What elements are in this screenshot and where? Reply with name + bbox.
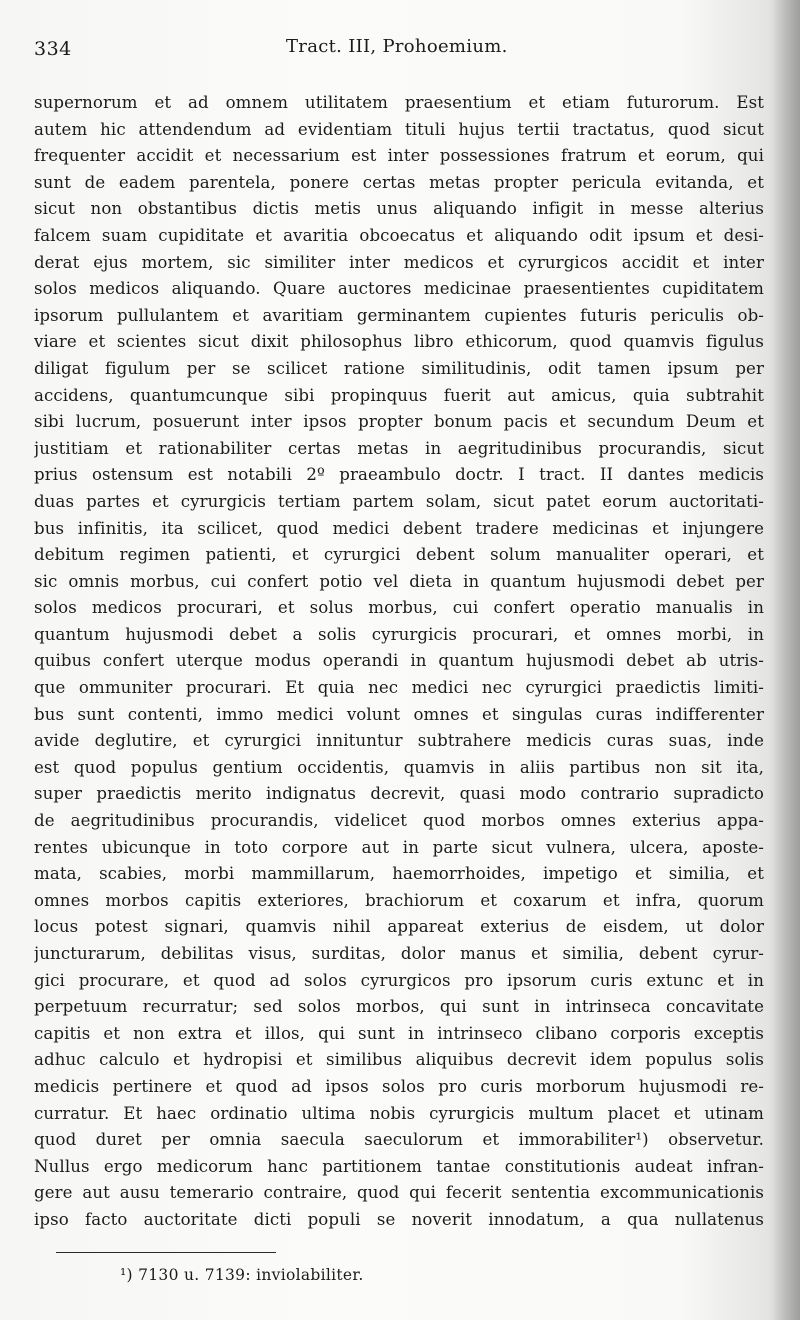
text-line: bus sunt contenti, immo medici volunt omnes et singulas curas indifferenter: [34, 704, 764, 724]
text-line: adhuc calculo et hydropisi et similibus aliquibus decrevit idem populus solis: [34, 1050, 764, 1070]
text-line: duas partes et cyrurgicis tertiam partem solam, sicut patet eorum auctoritati-: [34, 491, 764, 511]
text-line: locus potest signari, quamvis nihil appareat exterius de eisdem, ut dolor: [34, 917, 764, 937]
text-line: solos medicos aliquando. Quare auctores medicinae praesentientes cupiditatem: [34, 279, 764, 299]
footnote-divider: [56, 1252, 276, 1253]
text-line: diligat figulum per se scilicet ratione similitudinis, odit tamen ipsum per: [34, 358, 764, 378]
text-line: quibus confert uterque modus operandi in quantum hujusmodi debet ab utris-: [34, 651, 764, 671]
text-line: autem hic attendendum ad evidentiam tituli hujus tertii tractatus, quod sicut: [34, 119, 764, 139]
text-line: mata, scabies, morbi mammillarum, haemorrhoides, impetigo et similia, et: [34, 864, 764, 884]
text-line: justitiam et rationabiliter certas metas in aegritudinibus procurandis, sicut: [34, 438, 764, 458]
text-line: gici procurare, et quod ad solos cyrurgicos pro ipsorum curis extunc et in: [34, 970, 764, 990]
text-line: viare et scientes sicut dixit philosophus libro ethicorum, quod quamvis figulus: [34, 332, 764, 352]
text-line: medicis pertinere et quod ad ipsos solos pro curis morborum hujusmodi re-: [34, 1076, 764, 1096]
text-line: falcem suam cupiditate et avaritia obcoecatus et aliquando odit ipsum et desi-: [34, 225, 764, 245]
page-edge-shadow: [772, 0, 800, 1320]
text-line: de aegritudinibus procurandis, videlicet quod morbos omnes exterius appa-: [34, 811, 764, 831]
text-line: rentes ubicunque in toto corpore aut in parte sicut vulnera, ulcera, aposte-: [34, 837, 764, 857]
text-line: est quod populus gentium occidentis, quamvis in aliis partibus non sit ita,: [34, 757, 764, 777]
text-line: ipsorum pullulantem et avaritiam germinantem cupientes futuris periculis ob-: [34, 305, 764, 325]
text-line: Nullus ergo medicorum hanc partitionem tantae constitutionis audeat infran-: [34, 1156, 764, 1176]
text-line: bus infinitis, ita scilicet, quod medici debent tradere medicinas et injungere: [34, 518, 764, 538]
text-line: supernorum et ad omnem utilitatem praesentium et etiam futurorum. Est: [34, 93, 764, 112]
text-line: avide deglutire, et cyrurgici innituntur subtrahere medicis curas suas, inde: [34, 731, 764, 751]
page-number: 334: [34, 38, 72, 60]
text-line: sunt de eadem parentela, ponere certas metas propter pericula evitanda, et: [34, 172, 764, 192]
text-line: super praedictis merito indignatus decrevit, quasi modo contrario supradicto: [34, 784, 764, 804]
text-line: quod duret per omnia saecula saeculorum et immorabiliter¹) observetur.: [34, 1130, 764, 1150]
text-line: sibi lucrum, posuerunt inter ipsos propter bonum pacis et secundum Deum et: [34, 412, 764, 432]
text-line: frequenter accidit et necessarium est inter possessiones fratrum et eorum, qui: [34, 146, 764, 166]
text-line: prius ostensum est notabili 2º praeambulo doctr. I tract. II dantes medicis: [34, 465, 764, 485]
text-line: perpetuum recurratur; sed solos morbos, qui sunt in intrinseca concavitate: [34, 997, 764, 1017]
text-line: capitis et non extra et illos, qui sunt in intrinseco clibano corporis exceptis: [34, 1023, 764, 1043]
text-line: omnes morbos capitis exteriores, brachiorum et coxarum et infra, quorum: [34, 890, 764, 910]
text-line: gere aut ausu temerario contraire, quod qui fecerit sententia excommunicationis: [34, 1183, 764, 1203]
text-line: curratur. Et haec ordinatio ultima nobis cyrurgicis multum placet et utinam: [34, 1103, 764, 1123]
text-line: ipso facto auctoritate dicti populi se noverit innodatum, a qua nullatenus: [34, 1209, 764, 1229]
footnote: ¹) 7130 u. 7139: inviolabiliter.: [120, 1266, 364, 1284]
text-line: juncturarum, debilitas visus, surditas, dolor manus et similia, debent cyrur-: [34, 944, 764, 963]
text-line: que ommuniter procurari. Et quia nec medici nec cyrurgici praedictis limiti-: [34, 678, 764, 698]
text-line: accidens, quantumcunque sibi propinquus fuerit aut amicus, quia subtrahit: [34, 385, 764, 405]
text-line: derat ejus mortem, sic similiter inter medicos et cyrurgicos accidit et inter: [34, 252, 764, 272]
running-head: Tract. III, Prohoemium.: [286, 36, 508, 57]
text-line: solos medicos procurari, et solus morbus, cui confert operatio manualis in: [34, 598, 764, 618]
body-text: [34, 90, 764, 1234]
text-line: debitum regimen patienti, et cyrurgici debent solum manualiter operari, et: [34, 545, 764, 565]
text-line: sicut non obstantibus dictis metis unus aliquando infigit in messe alterius: [34, 199, 764, 219]
text-line: quantum hujusmodi debet a solis cyrurgicis procurari, et omnes morbi, in: [34, 624, 764, 644]
text-line: sic omnis morbus, cui confert potio vel dieta in quantum hujusmodi debet per: [34, 571, 764, 591]
